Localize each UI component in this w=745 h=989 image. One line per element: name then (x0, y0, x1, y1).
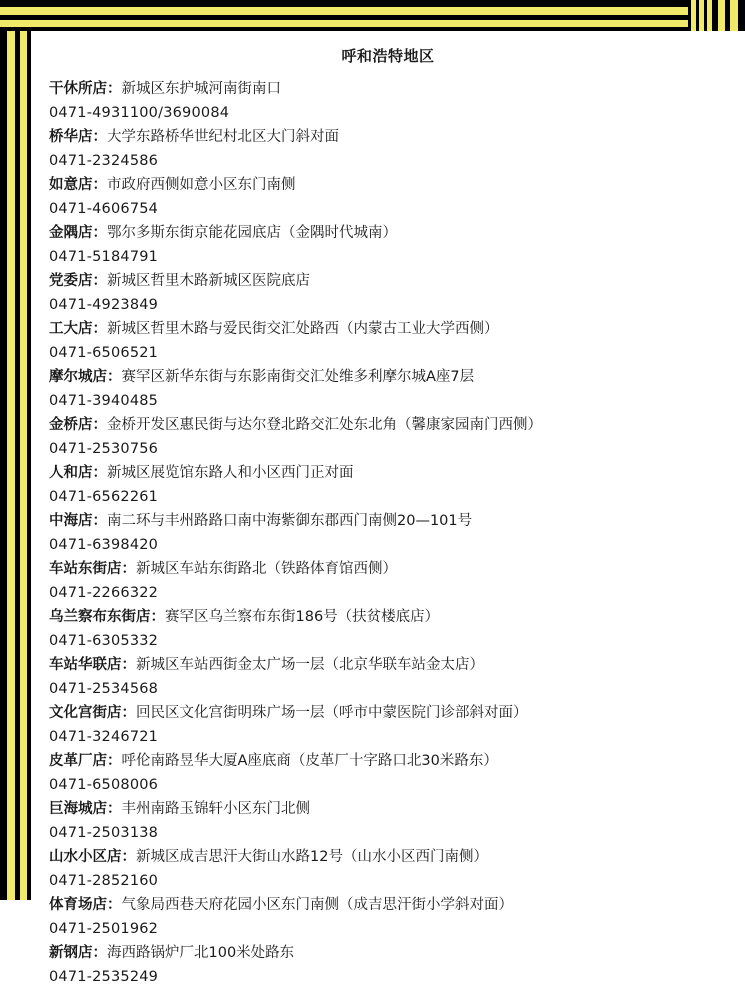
store-line (49, 462, 727, 486)
store-line (49, 846, 727, 870)
store-separator: ： (107, 369, 122, 385)
frame-band-right-4 (718, 0, 725, 31)
store-address: 鄂尔多斯东街京能花园底店（金隅时代城南） (107, 225, 397, 241)
store-line (49, 366, 727, 390)
store-name: 人和店 (49, 465, 93, 481)
store-address: 新城区哲里木路新城区医院底店 (107, 273, 310, 289)
list-item (49, 318, 727, 365)
list-item (49, 174, 727, 221)
store-phone: 0471-2501962 (49, 918, 727, 942)
store-name: 皮革厂店 (49, 753, 107, 769)
frame-band-top-3 (0, 15, 745, 20)
store-address: 南二环与丰州路路口南中海紫御东郡西门南侧20—101号 (107, 513, 472, 529)
list-item (49, 894, 727, 941)
list-item (49, 366, 727, 413)
frame-band-left-4 (20, 0, 27, 900)
store-address: 海西路锅炉厂北100米处路东 (107, 945, 294, 961)
store-address: 新城区东护城河南街南口 (122, 81, 282, 97)
store-address: 新城区成吉思汗大街山水路12号（山水小区西门南侧） (136, 849, 488, 865)
store-separator: ： (93, 513, 108, 529)
store-list (49, 78, 727, 989)
list-item (49, 222, 727, 269)
store-address: 金桥开发区惠民街与达尔登北路交汇处东北角（馨康家园南门西侧） (107, 417, 542, 433)
store-line (49, 78, 727, 102)
store-line (49, 798, 727, 822)
store-separator: ： (151, 609, 166, 625)
store-phone: 0471-4606754 (49, 198, 727, 222)
store-separator: ： (93, 465, 108, 481)
store-name: 文化宫街店 (49, 705, 122, 721)
store-line (49, 942, 727, 966)
store-separator: ： (122, 705, 137, 721)
store-address: 新城区展览馆东路人和小区西门正对面 (107, 465, 354, 481)
list-item (49, 270, 727, 317)
store-name: 如意店 (49, 177, 93, 193)
store-phone: 0471-3940485 (49, 390, 727, 414)
store-name: 新钢店 (49, 945, 93, 961)
store-address: 回民区文化宫街明珠广场一层（呼市中蒙医院门诊部斜对面） (136, 705, 528, 721)
frame-band-top-1 (0, 0, 745, 7)
store-phone: 0471-2534568 (49, 678, 727, 702)
store-name: 摩尔城店 (49, 369, 107, 385)
store-separator: ： (107, 801, 122, 817)
store-line (49, 414, 727, 438)
store-line (49, 174, 727, 198)
store-address: 新城区哲里木路与爱民街交汇处路西（内蒙古工业大学西侧） (107, 321, 499, 337)
list-item (49, 558, 727, 605)
store-phone: 0471-6305332 (49, 630, 727, 654)
store-phone: 0471-2535249 (49, 966, 727, 989)
store-name: 车站东街店 (49, 561, 122, 577)
frame-band-right-2 (730, 0, 738, 31)
frame-band-right-3 (725, 0, 730, 31)
list-item (49, 606, 727, 653)
store-separator: ： (107, 81, 122, 97)
frame-corner-hatch (688, 0, 714, 31)
store-separator: ： (93, 129, 108, 145)
store-name: 巨海城店 (49, 801, 107, 817)
store-address: 赛罕区乌兰察布东街186号（扶贫楼底店） (165, 609, 439, 625)
store-separator: ： (93, 321, 108, 337)
store-separator: ： (93, 225, 108, 241)
store-name: 金桥店 (49, 417, 93, 433)
store-name: 金隅店 (49, 225, 93, 241)
frame-band-right-5 (714, 0, 718, 31)
store-line (49, 894, 727, 918)
store-phone: 0471-4931100/3690084 (49, 102, 727, 126)
store-address: 市政府西侧如意小区东门南侧 (107, 177, 296, 193)
store-phone: 0471-6508006 (49, 774, 727, 798)
store-name: 山水小区店 (49, 849, 122, 865)
store-name: 中海店 (49, 513, 93, 529)
store-name: 党委店 (49, 273, 93, 289)
store-phone: 0471-4923849 (49, 294, 727, 318)
store-name: 桥华店 (49, 129, 93, 145)
store-name: 工大店 (49, 321, 93, 337)
store-line (49, 510, 727, 534)
store-name: 乌兰察布东街店 (49, 609, 151, 625)
store-line (49, 702, 727, 726)
store-address: 气象局西巷天府花园小区东门南侧（成吉思汗街小学斜对面） (122, 897, 514, 913)
store-name: 体育场店 (49, 897, 107, 913)
store-phone: 0471-5184791 (49, 246, 727, 270)
store-line (49, 126, 727, 150)
store-phone: 0471-2852160 (49, 870, 727, 894)
list-item (49, 798, 727, 845)
store-address: 丰州南路玉锦轩小区东门北侧 (122, 801, 311, 817)
frame-band-left-3 (15, 0, 20, 900)
list-item (49, 702, 727, 749)
frame-band-left-2 (7, 0, 15, 900)
list-item (49, 462, 727, 509)
list-item (49, 414, 727, 461)
list-item (49, 126, 727, 173)
frame-band-left-1 (0, 0, 7, 900)
store-line (49, 318, 727, 342)
frame-band-top-2 (0, 7, 745, 15)
store-phone: 0471-3246721 (49, 726, 727, 750)
store-name: 车站华联店 (49, 657, 122, 673)
store-phone: 0471-2324586 (49, 150, 727, 174)
store-line (49, 270, 727, 294)
store-address: 呼伦南路昱华大厦A座底商（皮革厂十字路口北30米路东） (122, 753, 498, 769)
frame-band-top-4 (0, 20, 745, 27)
store-separator: ： (107, 753, 122, 769)
store-phone: 0471-2503138 (49, 822, 727, 846)
store-phone: 0471-2266322 (49, 582, 727, 606)
store-phone: 0471-6506521 (49, 342, 727, 366)
page-title: 呼和浩特地区 (49, 45, 727, 66)
store-separator: ： (122, 561, 137, 577)
list-item (49, 510, 727, 557)
store-phone: 0471-6398420 (49, 534, 727, 558)
store-separator: ： (122, 849, 137, 865)
store-phone: 0471-6562261 (49, 486, 727, 510)
store-line (49, 750, 727, 774)
store-line (49, 222, 727, 246)
store-separator: ： (107, 897, 122, 913)
store-name: 干休所店 (49, 81, 107, 97)
store-phone: 0471-2530756 (49, 438, 727, 462)
store-separator: ： (93, 273, 108, 289)
store-separator: ： (122, 657, 137, 673)
store-line (49, 606, 727, 630)
store-line (49, 654, 727, 678)
store-address: 新城区车站西街金太广场一层（北京华联车站金太店） (136, 657, 484, 673)
list-item (49, 846, 727, 893)
document-body (31, 31, 745, 900)
store-address: 赛罕区新华东街与东影南街交汇处维多利摩尔城A座7层 (122, 369, 475, 385)
store-address: 新城区车站东街路北（铁路体育馆西侧） (136, 561, 397, 577)
store-separator: ： (93, 417, 108, 433)
list-item (49, 654, 727, 701)
list-item (49, 750, 727, 797)
store-line (49, 558, 727, 582)
store-separator: ： (93, 177, 108, 193)
list-item (49, 942, 727, 989)
store-address: 大学东路桥华世纪村北区大门斜对面 (107, 129, 339, 145)
frame-band-right-1 (738, 0, 745, 31)
store-separator: ： (93, 945, 108, 961)
list-item (49, 78, 727, 125)
